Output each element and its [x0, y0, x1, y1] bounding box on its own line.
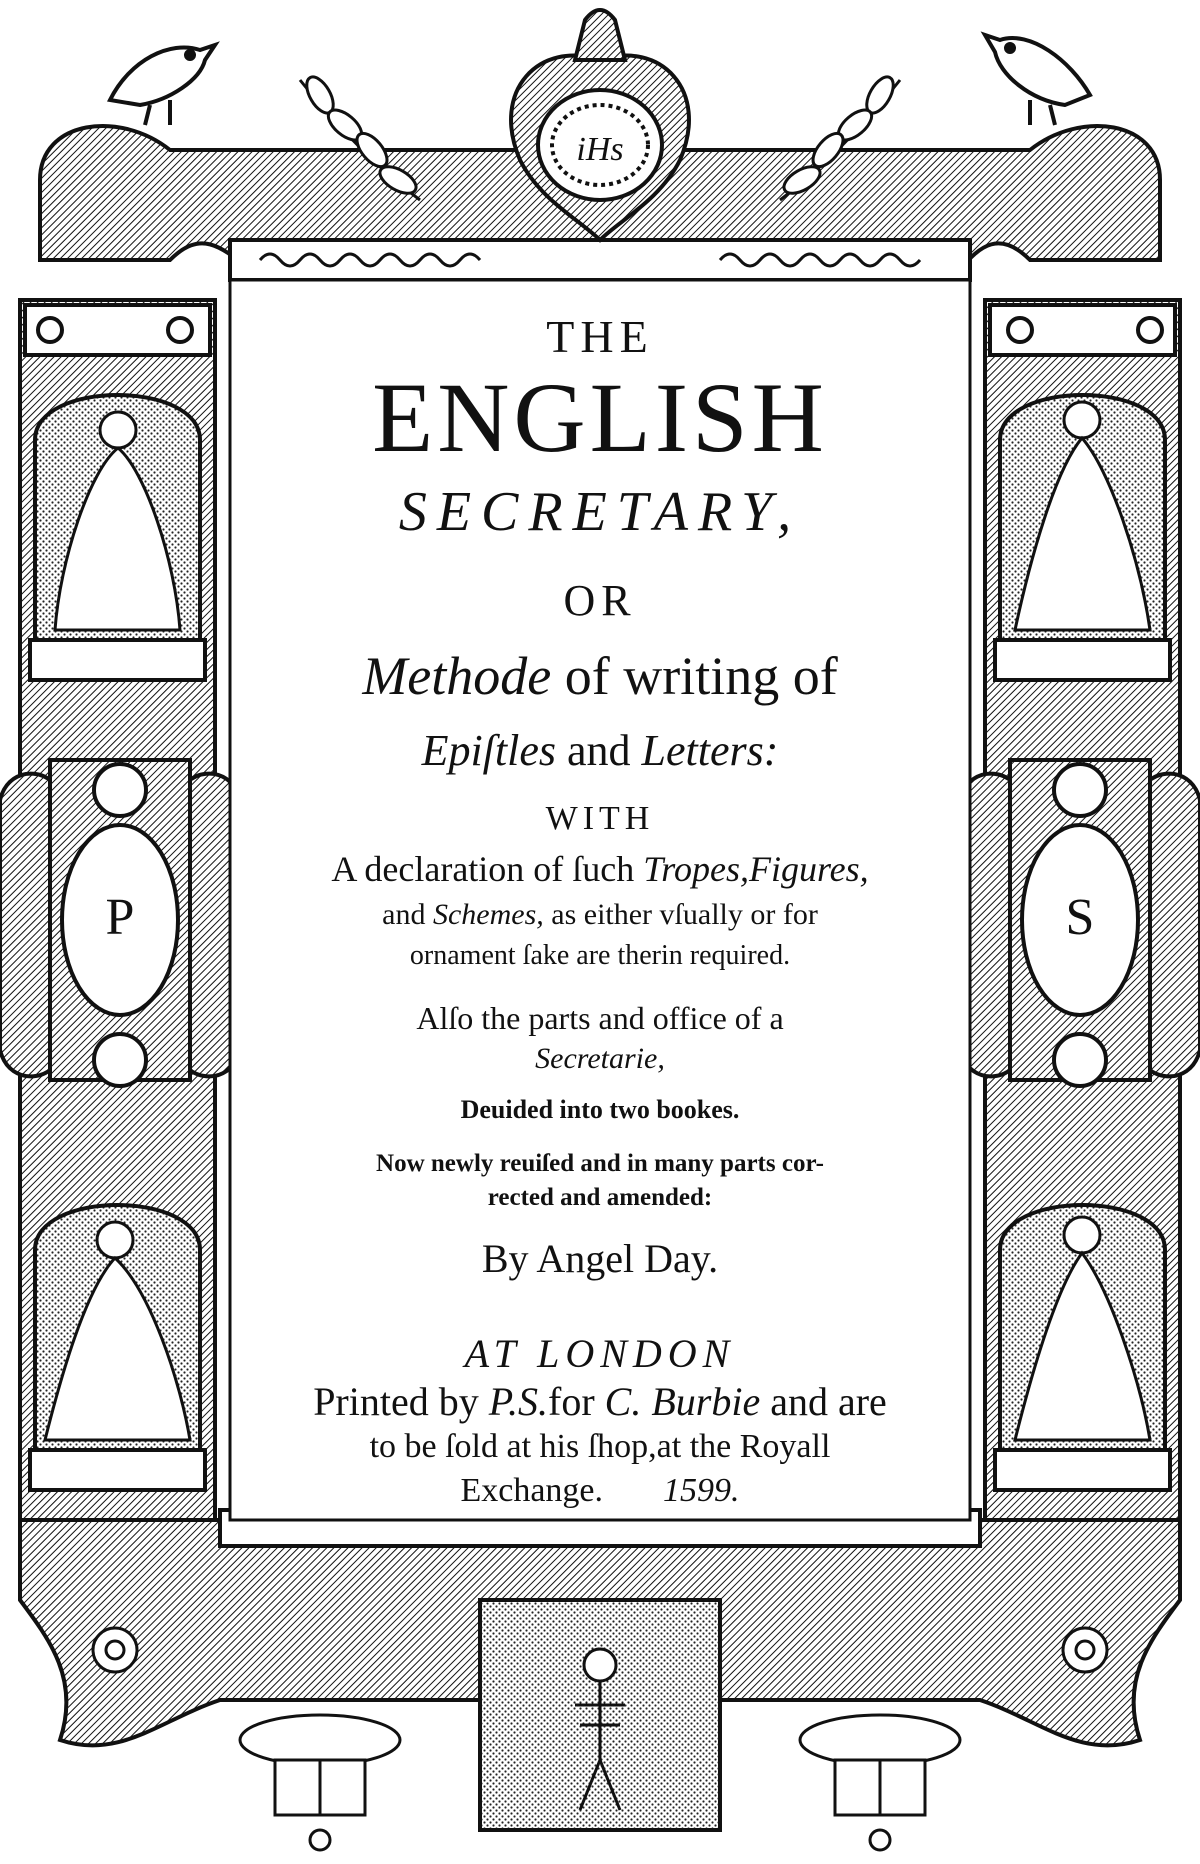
right-garland-icon	[800, 1715, 960, 1850]
title-english: ENGLISH	[372, 362, 828, 473]
declaration-line-2: and Schemes, as either vſually or for	[382, 898, 818, 931]
revised-line-1: Now newly reuiſed and in many parts cor-	[376, 1150, 824, 1177]
revised-line-2: rected and amended:	[487, 1184, 713, 1211]
ihs-monogram: iHs	[576, 131, 624, 168]
left-bird-icon	[110, 45, 215, 125]
cartouche-letter-p: P	[105, 889, 135, 946]
subtitle-methode: Methode of writing of	[362, 646, 838, 706]
deuided-line: Deuided into two bookes.	[460, 1095, 740, 1124]
subtitle-epistles: Epiſtles and Letters:	[421, 726, 779, 775]
right-bird-icon	[985, 35, 1090, 125]
author-line: By Angel Day.	[481, 1236, 719, 1281]
declaration-line-3: ornament ſake are therin required.	[409, 940, 791, 971]
title-or: OR	[563, 576, 637, 625]
printed-line-2: to be ſold at his ſhop,at the Royall	[369, 1428, 831, 1465]
printed-line-3: Exchange. 1599.	[460, 1472, 740, 1509]
title-the: THE	[546, 311, 654, 362]
cartouche-letter-s: S	[1065, 889, 1095, 946]
also-line-1: Alſo the parts and office of a	[416, 1000, 784, 1036]
declaration-line-1: A declaration of ſuch Tropes,Figures,	[331, 849, 869, 889]
printed-line-1: Printed by P.S.for C. Burbie and are	[313, 1379, 887, 1424]
title-page-text	[255, 300, 945, 1525]
left-garland-icon	[240, 1715, 400, 1850]
subtitle-with: WITH	[545, 800, 655, 837]
title-secretary: SECRETARY,	[398, 481, 802, 543]
also-line-2: Secretarie,	[535, 1042, 665, 1075]
at-london-line: AT LONDON	[464, 1331, 736, 1376]
